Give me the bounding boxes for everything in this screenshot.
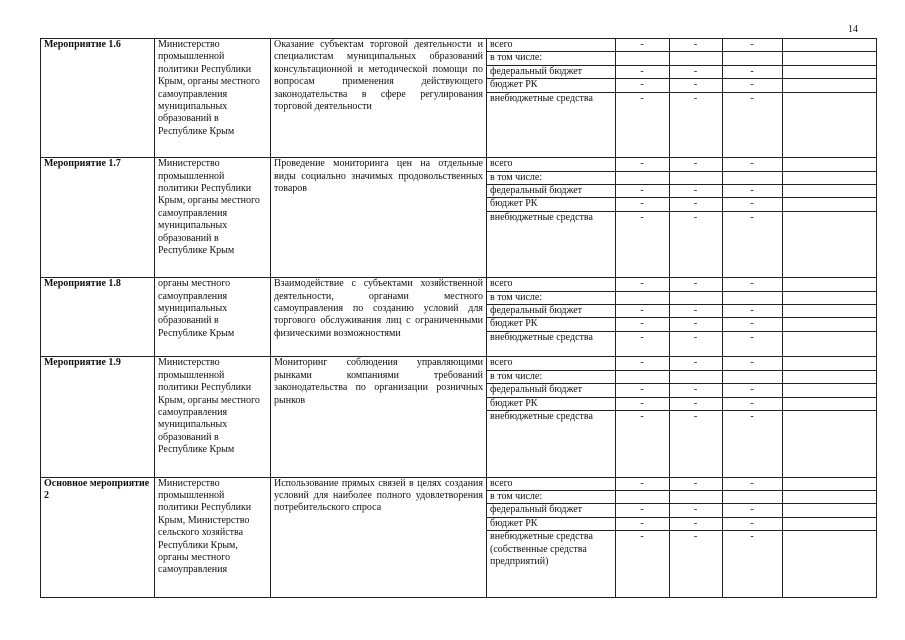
funding-value (669, 490, 722, 503)
funding-row (487, 211, 877, 277)
funding-source: в том числе: (487, 52, 615, 65)
funding-value: - (669, 478, 722, 491)
funding-row (487, 65, 877, 78)
funding-source: федеральный бюджет (487, 65, 615, 78)
funding-value: - (615, 411, 669, 477)
funding-value: - (669, 331, 722, 356)
funding-value: - (669, 278, 722, 291)
funding-value: - (722, 504, 782, 517)
funding-row (487, 184, 877, 197)
funding-value: - (615, 357, 669, 370)
funding-cell (487, 158, 877, 278)
funding-table (487, 278, 877, 356)
page-number: 14 (848, 24, 858, 35)
funding-source: бюджет РК (487, 517, 615, 530)
funding-value: - (615, 331, 669, 356)
funding-empty (782, 211, 877, 277)
funding-value: - (722, 411, 782, 477)
funding-value (615, 291, 669, 304)
funding-empty (782, 517, 877, 530)
funding-value (722, 52, 782, 65)
description-cell: Проведение мониторинга цен на отдельные виды социально значимых продовольственных товаров (271, 158, 487, 278)
funding-source: бюджет РК (487, 397, 615, 410)
funding-value: - (669, 184, 722, 197)
funding-value: - (669, 92, 722, 157)
program-row (41, 278, 877, 357)
funding-value: - (615, 478, 669, 491)
funding-value (669, 370, 722, 383)
funding-row (487, 318, 877, 331)
funding-value: - (722, 92, 782, 157)
funding-row (487, 504, 877, 517)
funding-row (487, 331, 877, 356)
funding-empty (782, 39, 877, 52)
funding-empty (782, 531, 877, 597)
event-name: Мероприятие 1.7 (41, 158, 155, 278)
funding-value: - (722, 305, 782, 318)
funding-value: - (615, 158, 669, 171)
funding-value: - (615, 397, 669, 410)
program-table (40, 38, 877, 598)
funding-value: - (722, 331, 782, 356)
funding-value: - (669, 357, 722, 370)
funding-row (487, 198, 877, 211)
funding-table (487, 357, 877, 476)
funding-empty (782, 65, 877, 78)
funding-value: - (669, 39, 722, 52)
funding-value: - (722, 517, 782, 530)
funding-value: - (722, 278, 782, 291)
funding-empty (782, 504, 877, 517)
funding-empty (782, 158, 877, 171)
funding-value: - (669, 318, 722, 331)
funding-value: - (615, 79, 669, 92)
funding-row (487, 490, 877, 503)
funding-cell (487, 39, 877, 158)
funding-row (487, 52, 877, 65)
funding-value: - (722, 65, 782, 78)
funding-source: в том числе: (487, 171, 615, 184)
funding-source: внебюджетные средства (490, 211, 593, 223)
funding-value: - (722, 478, 782, 491)
funding-value: - (722, 158, 782, 171)
funding-source: внебюджетные средства (490, 331, 593, 343)
funding-value: - (722, 79, 782, 92)
funding-row (487, 291, 877, 304)
funding-value: - (722, 397, 782, 410)
funding-value: - (615, 278, 669, 291)
funding-value: - (615, 92, 669, 157)
funding-source: федеральный бюджет (487, 184, 615, 197)
funding-empty (782, 79, 877, 92)
funding-row (487, 79, 877, 92)
funding-source: внебюджетные средства (490, 411, 593, 422)
program-row (41, 39, 877, 158)
funding-value (615, 52, 669, 65)
funding-empty (782, 318, 877, 331)
funding-empty (782, 92, 877, 157)
funding-table (487, 478, 877, 597)
event-name: Мероприятие 1.9 (41, 357, 155, 477)
funding-source: внебюджетные средства (собственные средства предприятий) (490, 531, 593, 567)
funding-empty (782, 184, 877, 197)
funding-value: - (722, 198, 782, 211)
description-cell: Мониторинг соблюдения управляющими рынками компаниями требований законодательства по организации розничных рынков (271, 357, 487, 477)
executor-cell: органы местного самоуправления муниципальных образований в Республике Крым (155, 278, 271, 357)
funding-table (487, 39, 877, 157)
funding-source: всего (487, 278, 615, 291)
funding-value: - (615, 305, 669, 318)
funding-row (487, 411, 877, 477)
funding-value (669, 291, 722, 304)
funding-source: бюджет РК (487, 318, 615, 331)
funding-value: - (722, 39, 782, 52)
funding-value: - (615, 184, 669, 197)
funding-value (722, 490, 782, 503)
funding-value: - (615, 39, 669, 52)
funding-empty (782, 397, 877, 410)
funding-empty (782, 278, 877, 291)
funding-value: - (615, 198, 669, 211)
funding-value: - (669, 79, 722, 92)
program-row (41, 477, 877, 597)
description-cell: Оказание субъектам торговой деятельности и специалистам муниципальных образований консультационной и методической помощи по вопросам применения действующего законодательства в сфере регулирования торговой деятельности (271, 39, 487, 158)
funding-source: в том числе: (487, 490, 615, 503)
program-row (41, 357, 877, 477)
executor-cell: Министерство промышленной политики Республики Крым, органы местного самоуправления муниципальных образований в Республике Крым (155, 39, 271, 158)
funding-value: - (669, 65, 722, 78)
funding-empty (782, 384, 877, 397)
funding-value: - (615, 384, 669, 397)
funding-empty (782, 291, 877, 304)
funding-value: - (615, 531, 669, 597)
funding-value: - (722, 211, 782, 277)
funding-value (722, 171, 782, 184)
description-cell: Использование прямых связей в целях создания условий для наиболее полного удовлетворения потребительского спроса (271, 477, 487, 597)
funding-source: всего (487, 158, 615, 171)
executor-cell: Министерство промышленной политики Республики Крым, органы местного самоуправления муниципальных образований в Республике Крым (155, 357, 271, 477)
funding-row (487, 278, 877, 291)
funding-source: федеральный бюджет (487, 384, 615, 397)
funding-row (487, 384, 877, 397)
funding-value: - (669, 384, 722, 397)
funding-source: в том числе: (487, 370, 615, 383)
event-name: Основное мероприятие 2 (41, 477, 155, 597)
funding-value: - (722, 318, 782, 331)
funding-value: - (615, 318, 669, 331)
executor-cell: Министерство промышленной политики Республики Крым, Министерство сельского хозяйства Республики Крым, органы местного самоуправления (155, 477, 271, 597)
funding-row (487, 92, 877, 157)
funding-row (487, 397, 877, 410)
funding-value (615, 490, 669, 503)
funding-cell (487, 477, 877, 597)
funding-empty (782, 331, 877, 356)
funding-source: всего (487, 478, 615, 491)
funding-row (487, 517, 877, 530)
funding-row (487, 370, 877, 383)
funding-value (722, 291, 782, 304)
funding-value: - (615, 517, 669, 530)
funding-value: - (722, 357, 782, 370)
funding-table (487, 158, 877, 277)
funding-empty (782, 370, 877, 383)
funding-value: - (722, 184, 782, 197)
funding-source: бюджет РК (487, 79, 615, 92)
funding-value: - (669, 411, 722, 477)
funding-row (487, 531, 877, 597)
funding-value: - (722, 384, 782, 397)
funding-empty (782, 478, 877, 491)
funding-value: - (669, 397, 722, 410)
funding-value: - (669, 531, 722, 597)
funding-row (487, 478, 877, 491)
funding-row (487, 357, 877, 370)
funding-empty (782, 198, 877, 211)
funding-value: - (615, 211, 669, 277)
funding-row (487, 171, 877, 184)
funding-row (487, 158, 877, 171)
funding-empty (782, 52, 877, 65)
funding-value (669, 171, 722, 184)
funding-source: в том числе: (487, 291, 615, 304)
funding-source: всего (487, 39, 615, 52)
program-table-body (41, 39, 877, 598)
event-name: Мероприятие 1.8 (41, 278, 155, 357)
funding-value: - (615, 65, 669, 78)
funding-empty (782, 411, 877, 477)
program-row (41, 158, 877, 278)
funding-source: федеральный бюджет (487, 305, 615, 318)
executor-cell: Министерство промышленной политики Республики Крым, органы местного самоуправления муниципальных образований в Республике Крым (155, 158, 271, 278)
funding-empty (782, 305, 877, 318)
funding-value: - (669, 158, 722, 171)
funding-source: внебюджетные средства (490, 92, 593, 104)
funding-value: - (722, 531, 782, 597)
funding-value: - (669, 198, 722, 211)
funding-value (615, 370, 669, 383)
funding-value (669, 52, 722, 65)
funding-value: - (615, 504, 669, 517)
funding-value: - (669, 517, 722, 530)
funding-value: - (669, 305, 722, 318)
funding-row (487, 39, 877, 52)
description-cell: Взаимодействие с субъектами хозяйственной деятельности, органами местного самоуправления по созданию условий для торгового обслуживания лиц с ограниченными физическими возможностями (271, 278, 487, 357)
funding-value (722, 370, 782, 383)
funding-empty (782, 357, 877, 370)
funding-source: федеральный бюджет (487, 504, 615, 517)
funding-empty (782, 171, 877, 184)
funding-empty (782, 490, 877, 503)
funding-source: бюджет РК (487, 198, 615, 211)
funding-source: всего (487, 357, 615, 370)
event-name: Мероприятие 1.6 (41, 39, 155, 158)
funding-value: - (669, 211, 722, 277)
funding-cell (487, 357, 877, 477)
funding-value: - (669, 504, 722, 517)
funding-cell (487, 278, 877, 357)
funding-row (487, 305, 877, 318)
funding-value (615, 171, 669, 184)
